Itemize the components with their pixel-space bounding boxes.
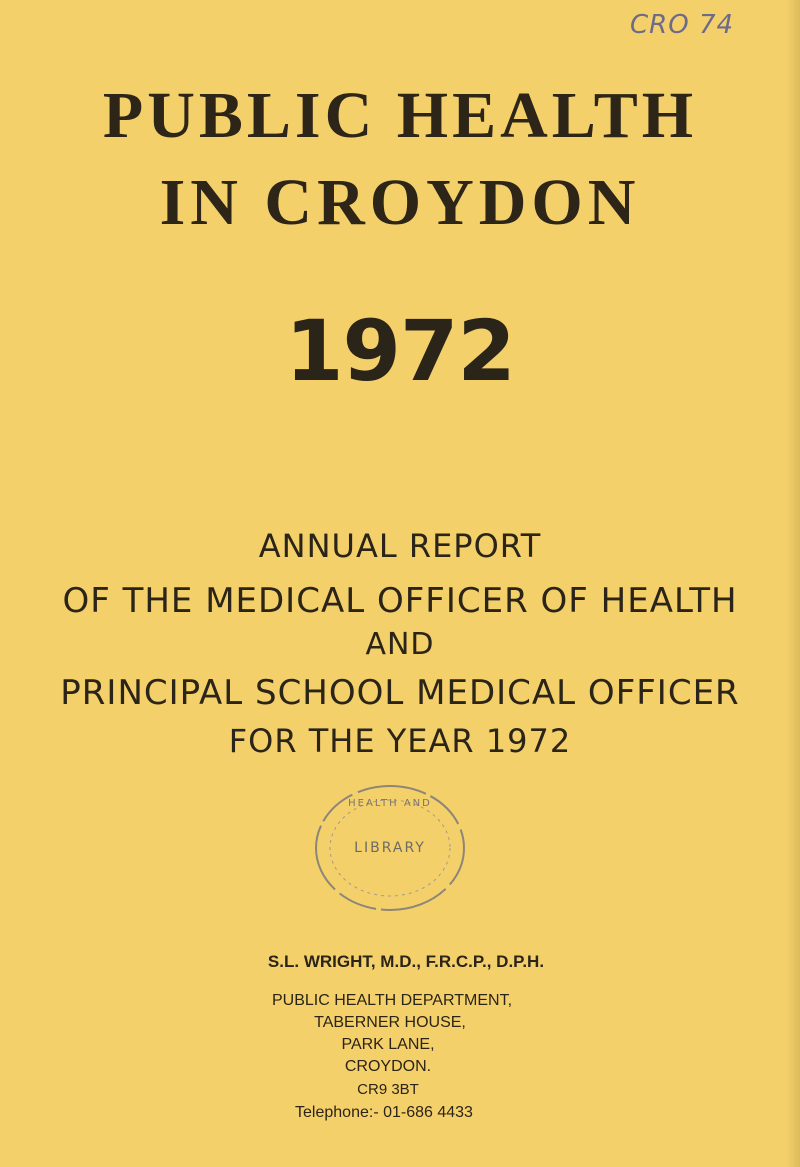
address-line-1: PUBLIC HEALTH DEPARTMENT, bbox=[271, 992, 513, 1009]
stamp-library-label: LIBRARY bbox=[354, 840, 426, 856]
report-subtitle-1: OF THE MEDICAL OFFICER OF HEALTH bbox=[62, 581, 738, 621]
title-line-2: IN CROYDON bbox=[159, 166, 641, 239]
library-stamp bbox=[310, 778, 470, 918]
title-line-1: PUBLIC HEALTH bbox=[102, 79, 698, 152]
handwritten-reference: CRO 74 bbox=[630, 10, 735, 40]
report-subtitle-2: AND bbox=[365, 627, 435, 662]
report-subtitle-3: PRINCIPAL SCHOOL MEDICAL OFFICER bbox=[60, 673, 740, 713]
address-line-3: PARK LANE, bbox=[341, 1036, 435, 1053]
author-credit: S.L. WRIGHT, M.D., F.R.C.P., D.P.H. bbox=[267, 952, 545, 971]
address-telephone: Telephone:- 01-686 4433 bbox=[295, 1104, 473, 1121]
address-line-4: CROYDON. bbox=[344, 1058, 432, 1075]
address-postcode: CR9 3BT bbox=[357, 1081, 419, 1098]
report-year: 1972 bbox=[285, 302, 515, 400]
svg-text:HEALTH AND: HEALTH AND bbox=[348, 798, 432, 809]
report-heading: ANNUAL REPORT bbox=[258, 527, 542, 565]
report-subtitle-4: FOR THE YEAR 1972 bbox=[228, 722, 572, 760]
address-line-2: TABERNER HOUSE, bbox=[314, 1014, 466, 1031]
